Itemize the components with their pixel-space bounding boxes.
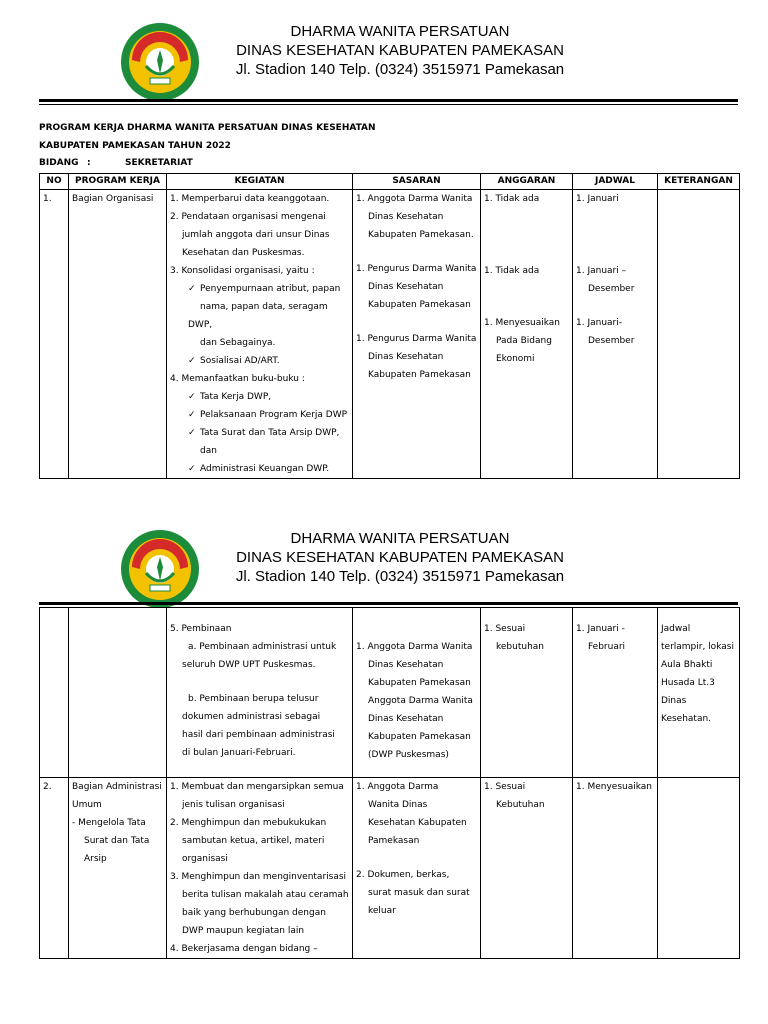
list-item-text: Tata Surat dan Tata Arsip DWP,: [200, 428, 340, 438]
bidang-label: BIDANG: [39, 158, 79, 168]
list-item: terlampir, lokasi: [661, 642, 734, 652]
list-item: Dinas Kesehatan: [368, 282, 444, 292]
cell-no: [40, 608, 69, 778]
list-item: seluruh DWP UPT Puskesmas.: [182, 660, 316, 670]
checkmark-icon: ✓: [188, 410, 196, 420]
org-name: DHARMA WANITA PERSATUAN: [290, 23, 510, 40]
list-item: DWP maupun kegiatan lain: [182, 926, 305, 936]
list-item: 2. Menghimpun dan mebukukukan: [170, 818, 327, 828]
list-item: [170, 442, 349, 460]
list-item: keluar: [368, 906, 396, 916]
cell-sasaran: [353, 190, 481, 479]
list-item-text: dan: [200, 446, 217, 456]
list-item: 1. Memperbarui data keanggotaan.: [170, 194, 330, 204]
cell-program: Bagian Organisasi: [69, 190, 167, 479]
list-item: berita tulisan makalah atau ceramah: [182, 890, 349, 900]
list-item: 1. Tidak ada: [484, 194, 540, 204]
col-header-keterangan: KETERANGAN: [658, 174, 740, 190]
list-item-text: Penyempurnaan atribut, papan: [200, 284, 341, 294]
list-item-text: Sosialisai AD/ART.: [200, 356, 280, 366]
list-item: 3. Menghimpun dan menginventarisasi: [170, 872, 347, 882]
address: Jl. Stadion 140 Telp. (0324) 3515971 Pamekasan: [235, 61, 565, 78]
list-item: Kabupaten Pamekasan: [368, 370, 471, 380]
col-header-anggaran: ANGGARAN: [481, 174, 573, 190]
list-item: Pamekasan: [368, 836, 420, 846]
checkmark-icon: ✓: [188, 356, 196, 366]
list-item: 5. Pembinaan: [170, 624, 232, 634]
list-item: [170, 334, 349, 352]
program-table-page-2: [39, 607, 740, 959]
list-item: Kabupaten Pamekasan.: [368, 230, 474, 240]
list-item: Desember: [588, 336, 635, 346]
list-item-text: dan Sebagainya.: [200, 338, 276, 348]
list-item: [170, 280, 349, 298]
list-item: Kabupaten Pamekasan: [368, 732, 471, 742]
list-item: 1. Menyesuaikan: [484, 318, 560, 328]
cell-jadwal: [573, 778, 658, 959]
list-item: baik yang berhubungan dengan: [182, 908, 326, 918]
list-item: Umum: [72, 800, 102, 810]
list-item: Dinas Kesehatan: [368, 660, 444, 670]
dept-name: DINAS KESEHATAN KABUPATEN PAMEKASAN: [236, 549, 564, 566]
program-table-page-1: [39, 173, 740, 479]
list-item: 1. Tidak ada: [484, 266, 540, 276]
list-item: Wanita Dinas: [368, 800, 428, 810]
list-item: Surat dan Tata: [84, 836, 150, 846]
bidang-value: SEKRETARIAT: [125, 158, 193, 168]
cell-kegiatan: [167, 190, 353, 479]
list-item: hasil dari pembinaan administrasi: [182, 730, 335, 740]
list-item: 4. Memanfaatkan buku-buku :: [170, 374, 305, 384]
cell-sasaran: [353, 778, 481, 959]
list-item: organisasi: [182, 854, 228, 864]
list-item: 1. Anggota Darma Wanita: [356, 642, 473, 652]
col-header-kegiatan: KEGIATAN: [167, 174, 353, 190]
list-item: Kesehatan dan Puskesmas.: [182, 248, 305, 258]
list-item: Aula Bhakti: [661, 660, 713, 670]
cell-jadwal: [573, 190, 658, 479]
cell-anggaran: [481, 608, 573, 778]
cell-no: 1.: [40, 190, 69, 479]
list-item: [170, 352, 349, 370]
list-item: Arsip: [84, 854, 107, 864]
cell-sasaran: [353, 608, 481, 778]
cell-keterangan: [658, 190, 740, 479]
list-item: 1. Anggota Darma Wanita: [356, 194, 473, 204]
list-item: Anggota Darma Wanita: [368, 696, 473, 706]
cell-kegiatan: [167, 778, 353, 959]
letterhead-page-1: [0, 20, 768, 110]
col-header-no: NO: [40, 174, 69, 190]
list-item-text: nama, papan data, seragam DWP,: [188, 302, 328, 330]
cell-no: 2.: [40, 778, 69, 959]
list-item: 1. Januari-: [576, 318, 622, 328]
table-row: [40, 608, 740, 778]
list-item-text: Pelaksanaan Program Kerja DWP: [200, 410, 348, 420]
list-item: Dinas: [661, 696, 687, 706]
dharma-wanita-emblem-icon: [120, 22, 200, 102]
list-item: b. Pembinaan berupa telusur: [188, 694, 319, 704]
list-item: Kesehatan Kabupaten: [368, 818, 467, 828]
cell-keterangan: [658, 778, 740, 959]
list-item: Dinas Kesehatan: [368, 714, 444, 724]
list-item: Ekonomi: [496, 354, 535, 364]
col-header-sasaran: SASARAN: [353, 174, 481, 190]
list-item: 1. Januari –: [576, 266, 627, 276]
list-item: Bagian Administrasi: [72, 782, 162, 792]
list-item: [170, 298, 349, 334]
list-item: 1. Membuat dan mengarsipkan semua: [170, 782, 344, 792]
list-item: 2. Pendataan organisasi mengenai: [170, 212, 326, 222]
table-header-row: [40, 174, 740, 190]
list-item: 1. Menyesuaikan: [576, 782, 652, 792]
header-rule-thick: [39, 99, 738, 102]
list-item: jenis tulisan organisasi: [182, 800, 285, 810]
list-item: surat masuk dan surat: [368, 888, 470, 898]
list-item: 1. Sesuai: [484, 624, 526, 634]
col-header-program: PROGRAM KERJA: [69, 174, 167, 190]
list-item: kebutuhan: [496, 642, 545, 652]
bidang-line: [39, 157, 193, 169]
letterhead-text: [205, 527, 595, 587]
program-title-line1: PROGRAM KERJA DHARMA WANITA PERSATUAN DINAS KESEHATAN: [39, 123, 376, 133]
list-item: 1. Januari -: [576, 624, 625, 634]
list-item: Februari: [588, 642, 626, 652]
address: Jl. Stadion 140 Telp. (0324) 3515971 Pamekasan: [235, 568, 565, 585]
cell-program: [69, 608, 167, 778]
list-item: 2. Dokumen, berkas,: [356, 870, 450, 880]
list-item-text: Tata Kerja DWP,: [200, 392, 272, 402]
list-item: [170, 460, 349, 478]
checkmark-icon: ✓: [188, 284, 196, 294]
list-item: Kabupaten Pamekasan: [368, 300, 471, 310]
list-item: (DWP Puskesmas): [368, 750, 449, 760]
list-item: Pada Bidang: [496, 336, 552, 346]
list-item: sambutan ketua, artikel, materi: [182, 836, 325, 846]
table-row: [40, 190, 740, 479]
list-item: 3. Konsolidasi organisasi, yaitu :: [170, 266, 315, 276]
list-item: 1. Pengurus Darma Wanita: [356, 264, 477, 274]
list-item: 1. Sesuai: [484, 782, 526, 792]
list-item: 1. Anggota Darma: [356, 782, 439, 792]
checkmark-icon: ✓: [188, 464, 196, 474]
checkmark-icon: ✓: [188, 392, 196, 402]
program-title-line2: KABUPATEN PAMEKASAN TAHUN 2022: [39, 141, 231, 151]
list-item: a. Pembinaan administrasi untuk: [188, 642, 337, 652]
list-item: Kesehatan.: [661, 714, 712, 724]
header-rule-thin: [39, 104, 738, 105]
cell-anggaran: [481, 190, 573, 479]
dharma-wanita-emblem-icon: [120, 529, 200, 609]
list-item: Dinas Kesehatan: [368, 212, 444, 222]
org-name: DHARMA WANITA PERSATUAN: [290, 530, 510, 547]
cell-program: [69, 778, 167, 959]
col-header-jadwal: JADWAL: [573, 174, 658, 190]
letterhead-text: [205, 20, 595, 80]
cell-kegiatan: [167, 608, 353, 778]
cell-jadwal: [573, 608, 658, 778]
list-item: 4. Bekerjasama dengan bidang –: [170, 944, 318, 954]
cell-anggaran: [481, 778, 573, 959]
list-item: di bulan Januari-Februari.: [182, 748, 296, 758]
bidang-separator: :: [87, 158, 91, 168]
checkmark-icon: ✓: [188, 428, 196, 438]
list-item: [170, 406, 349, 424]
dept-name: DINAS KESEHATAN KABUPATEN PAMEKASAN: [236, 42, 564, 59]
list-item: [170, 388, 349, 406]
list-item: Husada Lt.3: [661, 678, 715, 688]
list-item: - Mengelola Tata: [72, 818, 146, 828]
list-item: Jadwal: [661, 624, 691, 634]
list-item-text: Administrasi Keuangan DWP.: [200, 464, 330, 474]
list-item: [170, 424, 349, 442]
list-item: dokumen administrasi sebagai: [182, 712, 321, 722]
list-item: jumlah anggota dari unsur Dinas: [182, 230, 330, 240]
list-item: Dinas Kesehatan: [368, 352, 444, 362]
list-item: Kabupaten Pamekasan: [368, 678, 471, 688]
table-row: [40, 778, 740, 959]
list-item: 1. Pengurus Darma Wanita: [356, 334, 477, 344]
list-item: Kebutuhan: [496, 800, 545, 810]
cell-keterangan: [658, 608, 740, 778]
header-rule-thick: [39, 602, 738, 605]
list-item: Desember: [588, 284, 635, 294]
list-item: 1. Januari: [576, 194, 619, 204]
